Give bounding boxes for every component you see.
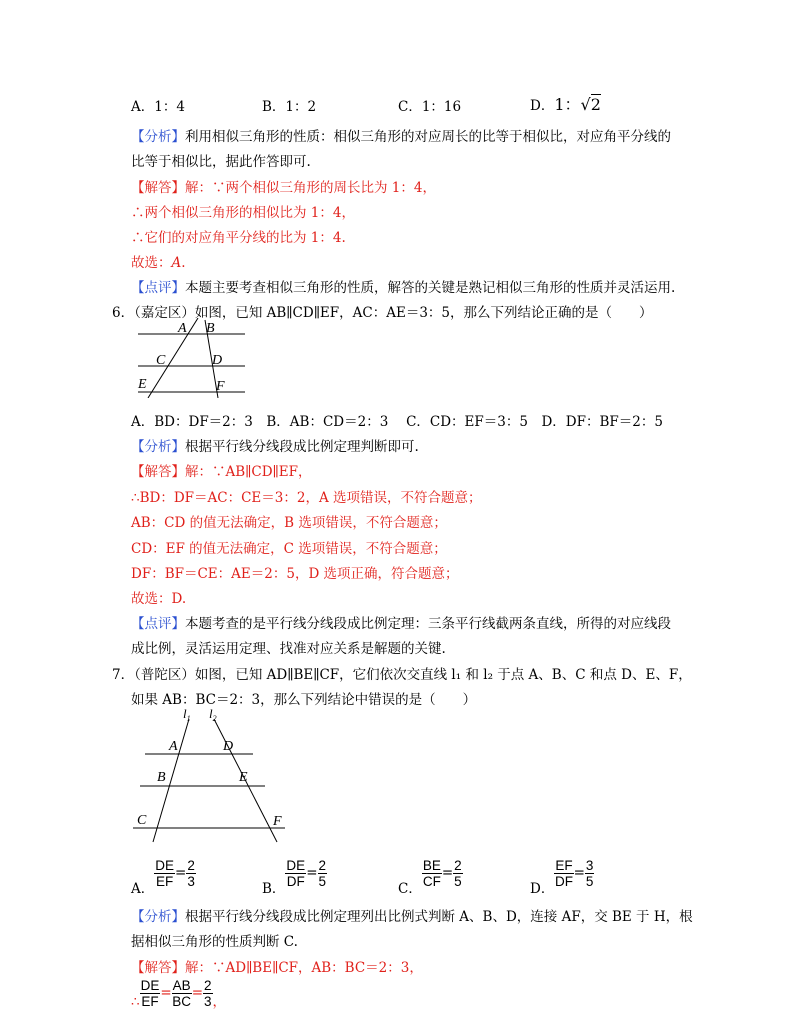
- option-letter: B．: [262, 881, 286, 897]
- equals-1: =: [160, 985, 172, 1001]
- q7-option-d: [530, 858, 594, 897]
- option-fraction-left: $\frac{BE}{CF}$: [422, 858, 441, 889]
- label-c: C: [156, 353, 166, 368]
- answer-choice-prefix: 故选：: [131, 255, 172, 271]
- option-fraction-right: $\frac{3}{5}$: [585, 858, 594, 889]
- q6-stem: 6．（嘉定区）如图，已知 AB∥CD∥EF，AC：AE＝3：5，那么下列结论正确的是（ ）: [112, 305, 653, 321]
- q6-answer-line6: 故选：D.: [131, 591, 187, 607]
- analysis-tag: 【分析】: [131, 909, 185, 925]
- label-l1: $l_1$: [183, 706, 191, 723]
- sqrt-symbol: √: [580, 95, 591, 114]
- q5-analysis-line1: [131, 125, 671, 145]
- label-c: C: [137, 813, 147, 828]
- option-letter: C．: [398, 881, 422, 897]
- q6-analysis: [131, 435, 419, 455]
- q5-analysis-line2: 比等于相似比，据此作答即可.: [131, 154, 311, 170]
- fraction-2-3: $\frac{2}{3}$: [204, 978, 212, 1009]
- q7-analysis-line2: 据相似三角形的性质判断 C.: [131, 934, 298, 950]
- q7-analysis-line1: [131, 905, 693, 925]
- label-d: D: [212, 353, 223, 368]
- q5-option-d-radicand: 2: [590, 95, 601, 114]
- option-equals: =: [306, 865, 318, 881]
- answer-text: 解：∵AD∥BE∥CF，AB：BC＝2：3，: [185, 960, 423, 976]
- option-equals: =: [573, 865, 585, 881]
- q5-answer-line1: [131, 176, 436, 196]
- q5-answer-line2: ∴两个相似三角形的相似比为 1：4，: [131, 205, 355, 221]
- option-fraction-left: $\frac{DE}{DF}$: [286, 858, 306, 889]
- q7-stem-line2: 如果 AB：BC＝2：3，那么下列结论中错误的是（ ）: [131, 692, 477, 708]
- comment-tag: 【点评】: [131, 616, 185, 632]
- q6-answer-line5: DF：BF＝CE：AE＝2：5，D 选项正确，符合题意；: [131, 566, 459, 582]
- option-fraction-left: $\frac{EF}{DF}$: [554, 858, 573, 889]
- label-a: A: [178, 321, 187, 336]
- option-equals: =: [175, 865, 187, 881]
- label-f: F: [216, 379, 225, 394]
- analysis-text: 根据平行线分线段成比例定理列出比例式判断 A、B、D，连接 AF，交 BE 于 H，根: [185, 909, 693, 925]
- label-f: F: [273, 814, 282, 829]
- q7-stem-line1: 7．（普陀区）如图，已知 AD∥BE∥CF，它们依次交直线 l₁ 和 l₂ 于点 A、B、C 和点 D、E、F，: [112, 667, 692, 683]
- comment-text: 本题考查的是平行线分线段成比例定理：三条平行线截两条直线，所得的对应线段: [185, 616, 671, 632]
- q6-comment-line1: [131, 612, 671, 632]
- fraction-de-ef: $\frac{DE}{EF}$: [140, 978, 160, 1009]
- q6-answer-line3: AB：CD 的值无法确定，B 选项错误，不符合题意；: [131, 515, 447, 531]
- label-e: E: [239, 770, 248, 785]
- comment-tag: 【点评】: [131, 280, 185, 296]
- answer-choice-dot: .: [181, 255, 186, 271]
- analysis-text: 利用相似三角形的性质：相似三角形的对应周长的比等于相似比，对应角平分线的: [185, 129, 671, 145]
- q7-answer-fraction: [131, 978, 226, 1009]
- q7-option-b: [262, 858, 327, 897]
- option-fraction-right: $\frac{2}{5}$: [454, 858, 462, 889]
- analysis-text: 根据平行线分线段成比例定理判断即可.: [185, 439, 419, 455]
- q6-comment-line2: 成比例，灵活运用定理、找准对应关系是解题的关键.: [131, 641, 446, 657]
- q5-option-c: C．1：16: [398, 99, 462, 115]
- option-letter: A．: [131, 881, 155, 897]
- option-letter: D．: [530, 881, 555, 897]
- q5-answer-line4: [131, 251, 186, 271]
- q5-option-b: B．1：2: [262, 99, 317, 115]
- q5-answer-line3: ∴它们的对应角平分线的比为 1：4.: [131, 230, 346, 246]
- q7-answer-line1: [131, 956, 423, 976]
- label-l2: $l_2$: [209, 706, 217, 723]
- option-fraction-left: $\frac{DE}{EF}$: [155, 858, 175, 889]
- q6-answer-line4: CD：EF 的值无法确定，C 选项错误，不符合题意；: [131, 541, 447, 557]
- therefore-symbol: ∴: [131, 994, 140, 1010]
- comment-text: 本题主要考查相似三角形的性质，解答的关键是熟记相似三角形的性质并灵活运用.: [185, 280, 676, 296]
- q6-options: A．BD：DF＝2：3 B．AB：CD＝2：3 C．CD：EF＝3：5 D．DF：BF＝2：5: [131, 414, 663, 430]
- option-fraction-right: $\frac{2}{5}$: [318, 858, 327, 889]
- answer-tag: 【解答】: [131, 180, 185, 196]
- label-b: B: [157, 770, 166, 785]
- q6-answer-line2: ∴BD：DF＝AC：CE＝3：2，A 选项错误，不符合题意；: [131, 490, 482, 506]
- analysis-tag: 【分析】: [131, 129, 185, 145]
- q6-answer-line1: [131, 460, 312, 480]
- q5-option-a: A．1：4: [131, 99, 185, 115]
- q5-option-d-letter: D．: [530, 98, 555, 114]
- answer-text: 解：∵两个相似三角形的周长比为 1：4，: [185, 180, 436, 196]
- q7-option-a: [131, 858, 196, 897]
- q5-option-d-ratio: 1：: [554, 95, 581, 114]
- comma: ，: [212, 994, 227, 1010]
- answer-tag: 【解答】: [131, 960, 185, 976]
- q7-figure: [125, 704, 295, 844]
- q5-comment: [131, 276, 675, 296]
- option-equals: =: [441, 865, 454, 881]
- q7-option-c: [398, 858, 463, 897]
- label-a: A: [169, 739, 178, 754]
- analysis-tag: 【分析】: [131, 439, 185, 455]
- answer-choice: A: [171, 255, 182, 271]
- label-d: D: [223, 739, 234, 754]
- answer-tag: 【解答】: [131, 464, 185, 480]
- fraction-ab-bc: $\frac{AB}{BC}$: [172, 978, 192, 1009]
- option-fraction-right: $\frac{2}{3}$: [187, 858, 195, 889]
- q5-option-d: [530, 92, 601, 115]
- label-b: B: [206, 321, 215, 336]
- equals-2: =: [191, 985, 203, 1001]
- answer-text: 解：∵AB∥CD∥EF，: [185, 464, 312, 480]
- q6-figure: [130, 318, 250, 398]
- label-e: E: [138, 377, 147, 392]
